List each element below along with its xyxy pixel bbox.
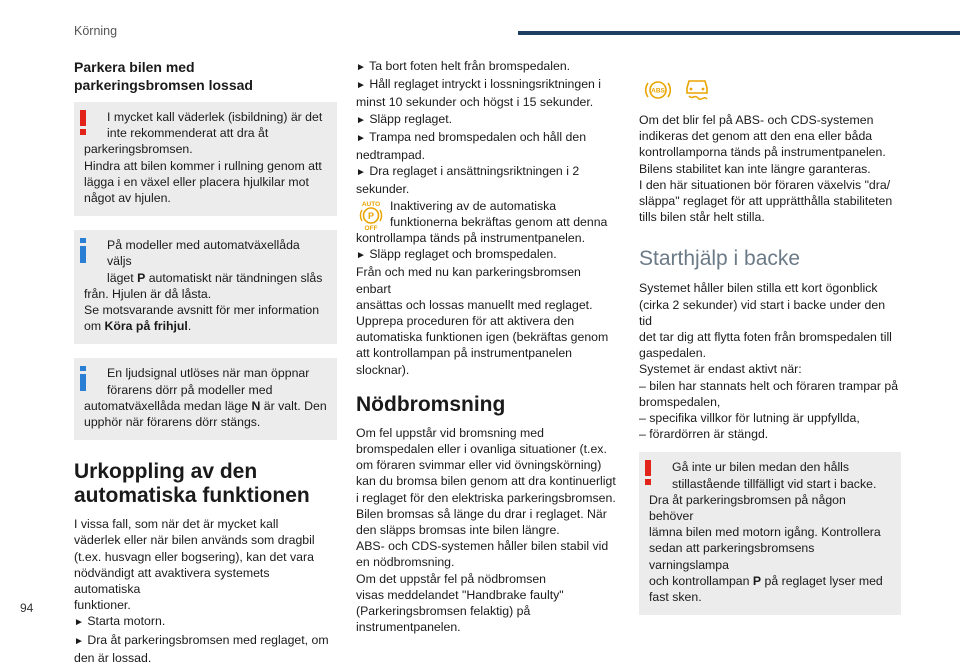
svg-text:ABS: ABS [651, 87, 665, 95]
step-release-control: ► Släpp reglaget. [356, 111, 453, 126]
warning-box-hill-start: Gå inte ur bilen medan den hålls stillastående tillfälligt vid start i backe. Dra åt parkeringsbromsen på någon behöver lämna bilen med motorn igång. Kontrollera sedan att parkeringsbromsens varningslampa och kontrollampan P på reglaget lyser med fast sken. [639, 452, 901, 615]
step-press-pedal: ► Trampa ned bromspedalen och håll den nedtrampad. [356, 129, 587, 163]
section-heading-emergency: Nödbromsning [356, 392, 506, 416]
chapter-label: Körning [74, 24, 118, 38]
header-bar [518, 31, 960, 35]
stability-control-icon [683, 78, 711, 104]
condition-door: – förardörren är stängd. [639, 427, 769, 442]
warning-lamps [643, 78, 901, 104]
warning-icon [640, 460, 656, 486]
paragraph-disconnect: I vissa fall, som när det är mycket kall väderlek eller när bilen används som dragbil (t.ex. husvagn eller bogsering), kan det vara nödvändigt att avaktivera systemets automatiska funktioner. [74, 517, 315, 613]
svg-text:OFF: OFF [364, 224, 378, 231]
step-start-engine: ► Starta motorn. [74, 614, 166, 629]
column-1 [74, 58, 337, 666]
info-icon [75, 366, 91, 392]
paragraph-abs-fault: Om det blir fel på ABS- och CDS-systemen indikeras det genom att den ena eller båda kontrollamporna tänds på instrumentpanelen. Bilens stabilitet kan inte längre garanteras. I den här situationen bör föraren växelvis "dra/ släppa" reglaget för att upprätthålla stabiliteten tills bilen står helt stilla. [639, 113, 893, 225]
warning-icon [75, 110, 91, 136]
paragraph-manual: Från och med nu kan parkeringsbromsen enbart ansättas och lossas manuellt med reglaget. Upprepa proceduren för att aktivera den automatiska funktionen igen (bekräftas genom att kontrollampan på instrumentpanelen slocknar). [356, 265, 609, 377]
column-3 [639, 58, 901, 629]
paragraph-hill-start: Systemet håller bilen stilla ett kort ögonblick (cirka 2 sekunder) vid start i backe under den tid det tar dig att flytta foten från bromspedalen till gaspedalen. Systemet är endast aktivt när: [639, 281, 892, 377]
section-heading-hill-start: Starthjälp i backe [639, 247, 801, 271]
svg-text:AUTO: AUTO [361, 200, 381, 208]
step-apply-brake: ► Dra åt parkeringsbromsen med reglaget, om den är lossad. [74, 632, 329, 665]
paragraph-emergency: Om fel uppstår vid bromsning med bromspedalen eller i ovanliga situationer (t.ex. om föraren svimmar eller vid övningskörning) kan du bromsa bilen genom att dra kontinuerligt i reglaget för den elektriska parkeringsbromsen. Bilen bromsas så länge du drar i reglaget. När den släpps bromsas inte bilen längre. ABS- och CDS-systemen håller bilen stabil vid en nödbromsning. Om det uppstår fel på nödbromsen visas meddelandet "Handbrake faulty" (Parkeringsbromsen felaktig) på instrumentpanelen. [356, 425, 616, 635]
step-hold-control: ► Håll reglaget intryckt i lossningsriktningen i minst 10 sekunder och högst i 15 sekunder. [356, 77, 602, 110]
auto-off-indicator-icon [356, 199, 386, 231]
info-box-signal: En ljudsignal utlöses när man öppnar förarens dörr på modeller med automatväxellåda medan läge N är valt. Den upphör när förarens dörr stängs. [74, 358, 337, 440]
svg-text:P: P [367, 210, 375, 221]
condition-stopped: – bilen har stannats helt och föraren trampar på bromspedalen, [639, 378, 899, 409]
abs-warning-icon [643, 78, 673, 102]
auto-off-note: AUTO P OFF Inaktivering av de automatiska funktionerna bekräftas genom att denna kontrollampa tänds på instrumentpanelen. [356, 198, 608, 246]
warning-box-cold: I mycket kall väderlek (isbildning) är det inte rekommenderat att dra åt parkeringsbromsen. Hindra att bilen kommer i rullning genom att lägga i en växel eller placera hjulkilar mot något av hjulen. [74, 102, 337, 216]
step-pull-control: ► Dra reglaget i ansättningsriktningen i 2 sekunder. [356, 164, 580, 197]
page-number: 94 [20, 601, 34, 615]
condition-slope: – specifika villkor för lutning är uppfyllda, [639, 411, 860, 426]
info-box-automatic: På modeller med automatväxellåda väljs läget P automatiskt när tändningen slås från. Hjulen är då låsta. Se motsvarande avsnitt för mer information om Köra på frihjul. [74, 230, 337, 344]
step-remove-foot: ► Ta bort foten helt från bromspedalen. [356, 59, 571, 73]
section-heading-disconnect: Urkoppling av den automatiska funktionen [74, 460, 310, 508]
subheading-parking: Parkera bilen med parkeringsbromsen lossad [74, 59, 253, 93]
step-release-all: ► Släpp reglaget och bromspedalen. [356, 247, 557, 262]
info-icon [75, 238, 91, 264]
column-2 [356, 58, 618, 636]
